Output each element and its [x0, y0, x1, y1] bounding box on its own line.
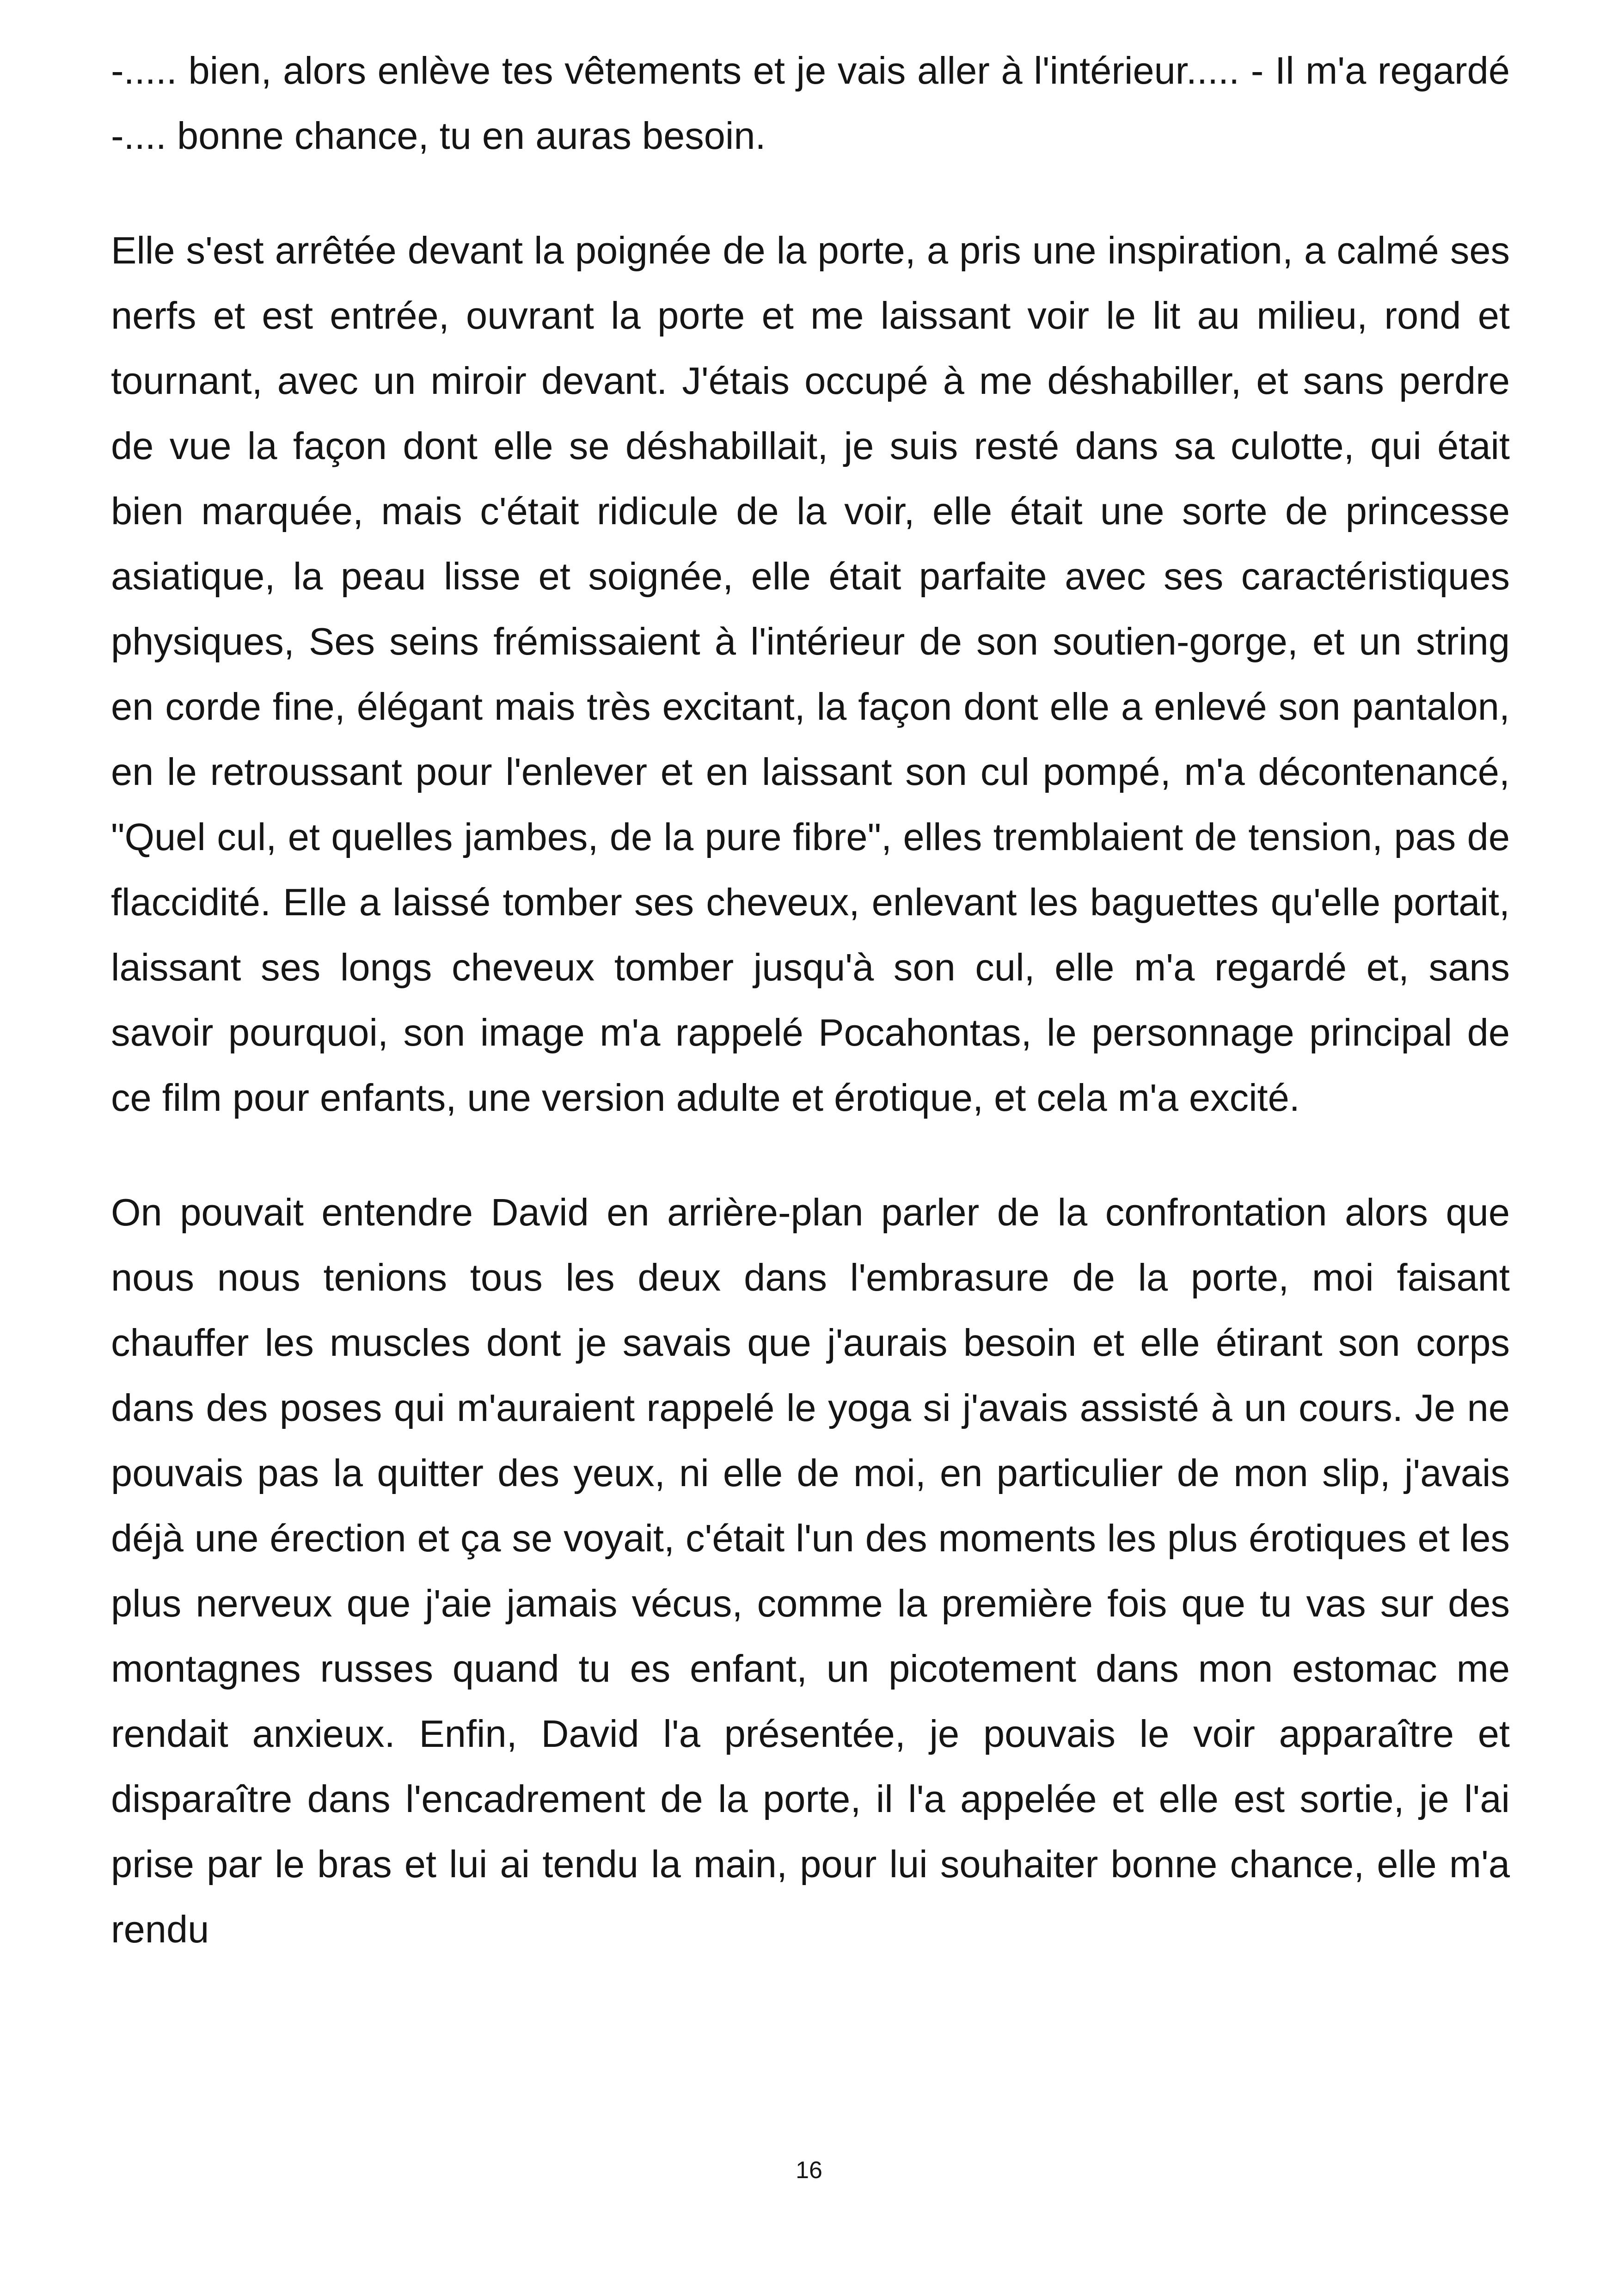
paragraph-3: On pouvait entendre David en arrière-plan parler de la confrontation alors que nous nous tenions tous les deux dans l'embrasure de la porte, moi faisant chauffer les muscles dont je savais que j'aurais besoin et elle étirant son corps dans des poses qui m'auraient rappelé le yoga si j'avais assisté à un cours. Je ne pouvais pas la quitter des yeux, ni elle de moi, en particulier de mon slip, j'avais déjà une érection et ça se voyait, c'était l'un des moments les plus érotiques et les plus nerveux que j'aie jamais vécus, comme la première fois que tu vas sur des montagnes russes quand tu es enfant, un picotement dans mon estomac me rendait anxieux. Enfin, David l'a présentée, je pouvais le voir apparaître et disparaître dans l'encadrement de la porte, il l'a appelée et elle est sortie, je l'ai prise par le bras et lui ai tendu la main, pour lui souhaiter bonne chance, elle m'a rendu [111, 1191, 1510, 1951]
paragraph-2: Elle s'est arrêtée devant la poignée de la porte, a pris une inspiration, a calmé ses nerfs et est entrée, ouvrant la porte et me laissant voir le lit au milieu, rond et tournant, avec un miroir devant. J'étais occupé à me déshabiller, et sans perdre de vue la façon dont elle se déshabillait, je suis resté dans sa culotte, qui était bien marquée, mais c'était ridicule de la voir, elle était une sorte de princesse asiatique, la peau lisse et soignée, elle était parfaite avec ses caractéristiques physiques, Ses seins frémissaient à l'intérieur de son soutien-gorge, et un string en corde fine, élégant mais très excitant, la façon dont elle a enlevé son pantalon, en le retroussant pour l'enlever et en laissant son cul pompé, m'a décontenancé, "Quel cul, et quelles jambes, de la pure fibre", elles tremblaient de tension, pas de flaccidité. Elle a laissé tomber ses cheveux, enlevant les baguettes qu'elle portait, laissant ses longs cheveux tomber jusqu'à son cul, elle m'a regardé et, sans savoir pourquoi, son image m'a rappelé Pocahontas, le personnage principal de ce film pour enfants, une version adulte et érotique, et cela m'a excité. [111, 229, 1510, 1119]
body-text [111, 38, 1510, 2011]
page-number: 16 [796, 2157, 822, 2184]
paragraph-1: -..... bien, alors enlève tes vêtements et je vais aller à l'intérieur..... - Il m'a regardé -.... bonne chance, tu en auras besoin. [111, 49, 1510, 157]
